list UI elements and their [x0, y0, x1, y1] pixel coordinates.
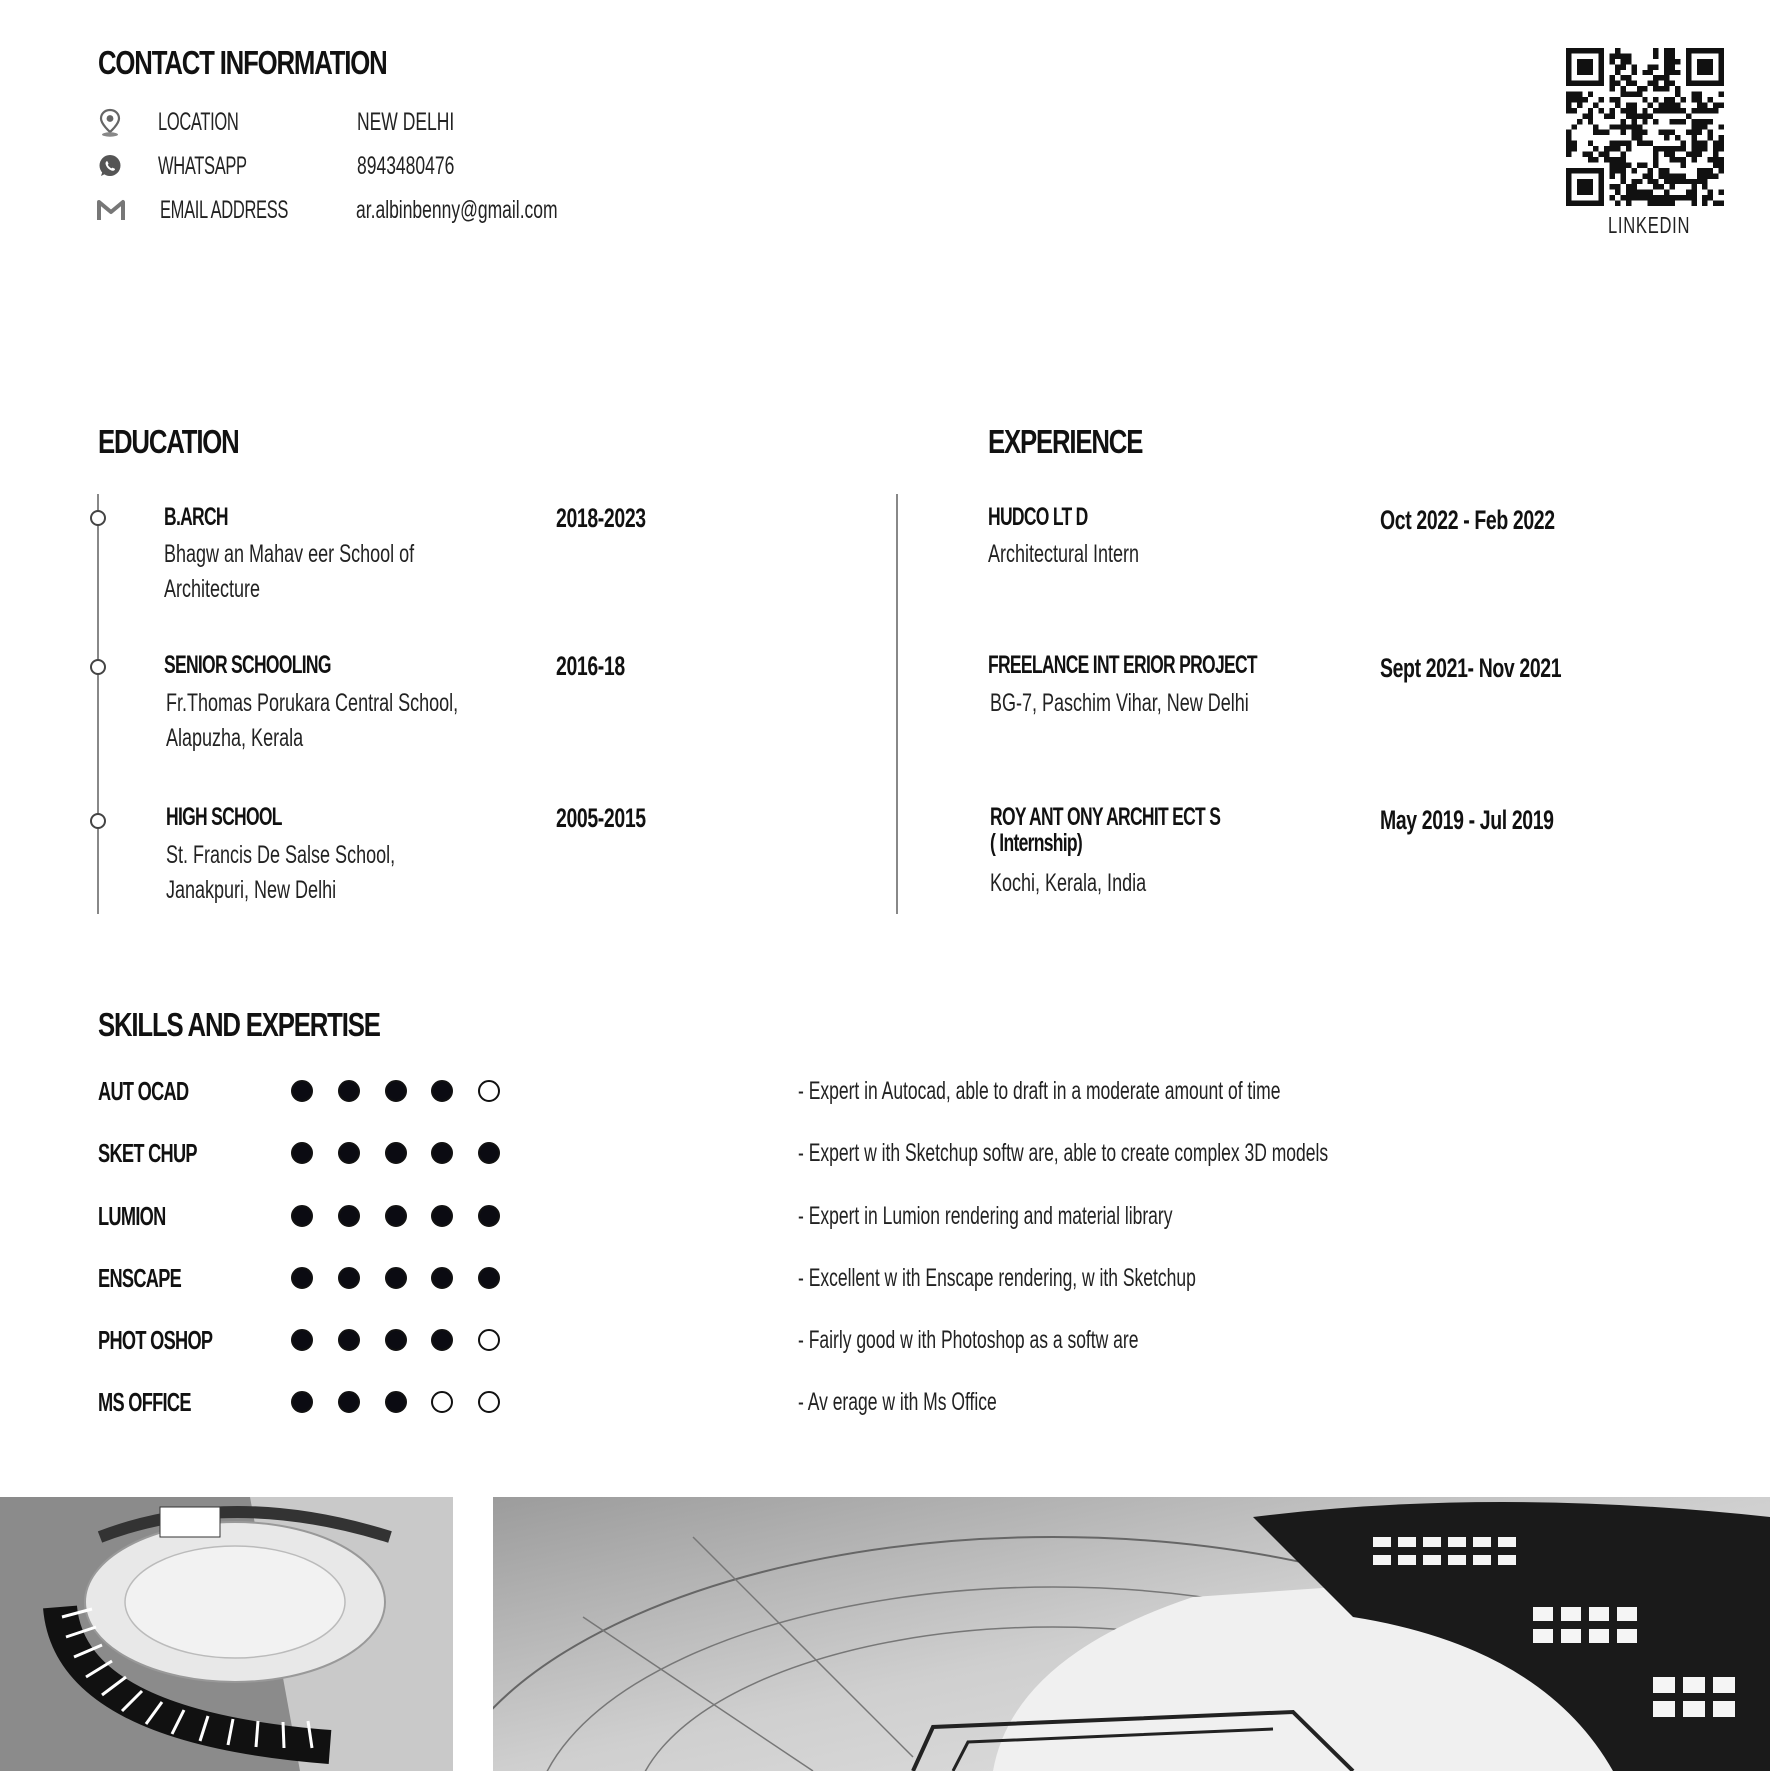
education-title: SENIOR SCHOOLING [164, 651, 331, 679]
contact-label-email: EMAIL ADDRESS [160, 196, 289, 224]
experience-company: FREELANCE INT ERIOR PROJECT [988, 651, 1257, 679]
education-institution-line2: Architecture [164, 575, 261, 603]
rating-dot-filled [338, 1391, 360, 1413]
education-timeline-node [90, 659, 106, 675]
experience-date: May 2019 - Jul 2019 [1380, 805, 1554, 835]
experience-role: Architectural Intern [988, 540, 1140, 568]
education-institution-line2: Janakpuri, New Delhi [166, 876, 337, 904]
rating-dot-filled [385, 1142, 407, 1164]
rating-dot-filled [291, 1205, 313, 1227]
linkedin-qr-code[interactable] [1566, 48, 1724, 206]
rating-dot-filled [338, 1267, 360, 1289]
rating-dot-filled [338, 1142, 360, 1164]
rating-dot-filled [431, 1080, 453, 1102]
contact-value-email: ar.albinbenny@gmail.com [356, 196, 558, 224]
rating-dot-empty [478, 1080, 500, 1102]
whatsapp-icon [97, 153, 123, 179]
model-photo-left [0, 1497, 453, 1771]
rating-dot-filled [478, 1205, 500, 1227]
rating-dot-filled [431, 1142, 453, 1164]
contact-label-whatsapp: WHATSAPP [158, 152, 247, 180]
education-timeline-line [97, 494, 99, 914]
education-date: 2018-2023 [556, 503, 646, 533]
skill-description: - Expert in Lumion rendering and material library [798, 1202, 1173, 1230]
education-timeline-node [90, 510, 106, 526]
rating-dot-filled [431, 1329, 453, 1351]
skill-name: PHOT OSHOP [98, 1325, 213, 1355]
rating-dot-filled [385, 1329, 407, 1351]
education-timeline-node [90, 813, 106, 829]
skill-description: - Excellent w ith Enscape rendering, w ith Sketchup [798, 1264, 1196, 1292]
experience-date: Sept 2021- Nov 2021 [1380, 653, 1562, 683]
education-title: HIGH SCHOOL [166, 803, 282, 831]
rating-dot-empty [478, 1329, 500, 1351]
skill-description: - Expert in Autocad, able to draft in a moderate amount of time [798, 1077, 1281, 1105]
rating-dot-filled [291, 1391, 313, 1413]
contact-heading: CONTACT INFORMATION [98, 44, 387, 81]
rating-dot-filled [478, 1267, 500, 1289]
experience-date: Oct 2022 - Feb 2022 [1380, 505, 1555, 535]
qr-caption: LINKEDIN [1608, 212, 1691, 238]
experience-company: ROY ANT ONY ARCHIT ECT S [990, 803, 1221, 831]
skill-description: - Fairly good w ith Photoshop as a softw are [798, 1326, 1139, 1354]
rating-dot-filled [478, 1142, 500, 1164]
rating-dot-filled [385, 1080, 407, 1102]
skill-name: LUMION [98, 1201, 166, 1231]
experience-location: Kochi, Kerala, India [990, 869, 1147, 897]
rating-dot-empty [478, 1391, 500, 1413]
education-institution: Fr.Thomas Porukara Central School, [166, 689, 459, 717]
rating-dot-filled [291, 1329, 313, 1351]
experience-role: BG-7, Paschim Vihar, New Delhi [990, 689, 1249, 717]
education-institution: Bhagw an Mahav eer School of [164, 540, 415, 568]
gmail-icon [97, 198, 125, 222]
rating-dot-filled [338, 1329, 360, 1351]
rating-dot-filled [431, 1267, 453, 1289]
rating-dot-filled [385, 1205, 407, 1227]
rating-dot-filled [385, 1267, 407, 1289]
rating-dot-filled [385, 1391, 407, 1413]
contact-label-location: LOCATION [158, 108, 239, 136]
rating-dot-filled [291, 1142, 313, 1164]
skill-name: ENSCAPE [98, 1263, 182, 1293]
rating-dot-filled [338, 1205, 360, 1227]
rating-dot-filled [291, 1080, 313, 1102]
education-institution-line2: Alapuzha, Kerala [166, 724, 304, 752]
section-divider [896, 494, 898, 914]
skills-heading: SKILLS AND EXPERTISE [98, 1006, 380, 1043]
rating-dot-filled [431, 1205, 453, 1227]
contact-value-whatsapp: 8943480476 [357, 152, 455, 180]
rating-dot-empty [431, 1391, 453, 1413]
skill-name: MS OFFICE [98, 1387, 191, 1417]
contact-value-location: NEW DELHI [357, 108, 455, 136]
education-heading: EDUCATION [98, 423, 239, 460]
experience-company: HUDCO LT D [988, 503, 1088, 531]
education-date: 2016-18 [556, 651, 625, 681]
skill-name: AUT OCAD [98, 1076, 189, 1106]
location-pin-icon [98, 108, 122, 138]
education-title: B.ARCH [164, 503, 228, 531]
skill-description: - Expert w ith Sketchup softw are, able to create complex 3D models [798, 1139, 1329, 1167]
education-date: 2005-2015 [556, 803, 646, 833]
education-institution: St. Francis De Salse School, [166, 841, 396, 869]
rating-dot-filled [338, 1080, 360, 1102]
rating-dot-filled [291, 1267, 313, 1289]
skill-description: - Av erage w ith Ms Office [798, 1388, 997, 1416]
experience-heading: EXPERIENCE [988, 423, 1143, 460]
experience-company-note: ( Internship) [990, 829, 1083, 857]
skill-name: SKET CHUP [98, 1138, 197, 1168]
model-photo-right [493, 1497, 1770, 1771]
